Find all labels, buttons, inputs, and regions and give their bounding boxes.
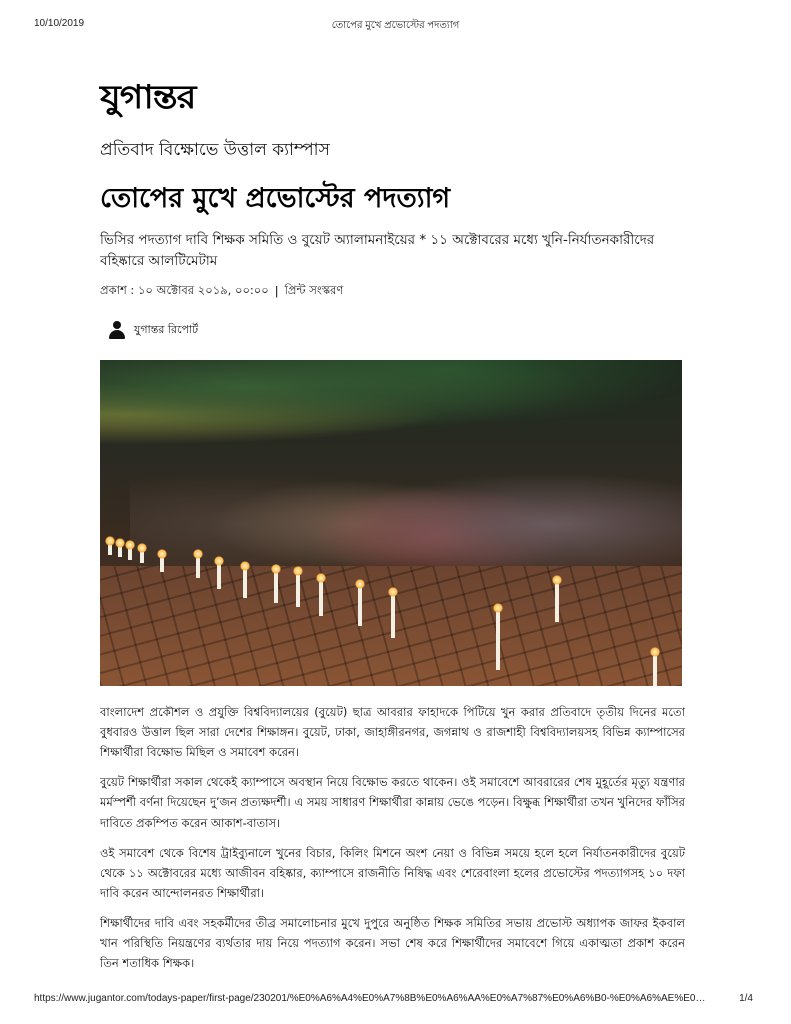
candle: [274, 573, 278, 603]
print-page-title: তোপের মুখে প্রভোস্টের পদত্যাগ: [331, 20, 460, 31]
candle: [319, 582, 323, 616]
publish-date: প্রকাশ : ১০ অক্টোবর ২০১৯, ০০:০০: [100, 282, 269, 297]
article-paragraph: বাংলাদেশ প্রকৌশল ও প্রযুক্তি বিশ্ববিদ্যালয়ের (বুয়েট) ছাত্র আবরার ফাহাদকে পিটিয়ে খুন করার প্রতিবাদে তৃতীয় দিনের মতো বুধবারও উত্তাল ছিল সারা দেশের শিক্ষাঙ্গন। বুয়েট, ঢাকা, জাহাঙ্গীরনগর, জগন্নাথ ও রাজশাহী বিশ্ববিদ্যালয়সহ বিভিন্ন ক্যাম্পাসের শিক্ষার্থীরা বিক্ষোভ মিছিল ও সমাবেশ করেন।: [100, 704, 685, 760]
article-paragraph: বুয়েট শিক্ষার্থীরা সকাল থেকেই ক্যাম্পাসে অবস্থান নিয়ে বিক্ষোভ করতে থাকেন। ওই সমাবেশে আবরারের শেষ মুহূর্তের মৃত্যু যন্ত্রণার মর্মস্পর্শী বর্ণনা দিয়েছেন দু’জন প্রত্যক্ষদর্শী। এ সময় সাধারণ শিক্ষার্থীরা কান্নায় ভেঙে পড়েন। বিক্ষুব্ধ শিক্ষার্থীরা তখন খুনিদের ফাঁসির দাবিতে প্রকম্পিত করেন আকাশ-বাতাস।: [100, 775, 685, 830]
candle: [496, 612, 500, 670]
meta-separator: |: [274, 284, 279, 299]
candle: [653, 656, 657, 686]
candle: [118, 547, 122, 557]
article-meta: [100, 282, 685, 301]
print-page-number: 1/4: [739, 993, 753, 1004]
user-icon: [108, 321, 126, 339]
print-url: https://www.jugantor.com/todays-paper/first-page/230201/%E0%A6%A4%E0%A7%8B%E0%A6%AA%E0%A7%87%E0%A6%B0-%E0%A6%AE%E0…: [34, 993, 706, 1004]
article-photo: [100, 360, 682, 686]
print-date: 10/10/2019: [34, 18, 85, 29]
print-header: [0, 18, 791, 32]
candle: [296, 575, 300, 607]
article-headline: তোপের মুখে প্রভোস্টের পদত্যাগ: [100, 183, 451, 215]
article-body: [100, 702, 685, 974]
candle: [108, 545, 112, 555]
candle: [196, 558, 200, 578]
article-shoulder: প্রতিবাদ বিক্ষোভে উত্তাল ক্যাম্পাস: [100, 140, 330, 160]
candle: [217, 565, 221, 589]
print-footer: [0, 993, 791, 1007]
candle: [140, 552, 144, 563]
jugantor-logo[interactable]: যুগান্তর: [100, 78, 196, 117]
article-paragraph: ওই সমাবেশ থেকে বিশেষ ট্রাইব্যুনালে খুনের বিচার, কিলিং মিশনে অংশ নেয়া ও বিভিন্ন সময়ে হলে হলে নির্যাতনকারীদের বুয়েট থেকে ১১ অক্টোবরের মধ্যে আজীবন বহিষ্কার, ক্যাম্পাসে রাজনীতি নিষিদ্ধ এবং শেরেবাংলা হলের প্রভোস্টের পদত্যাগসহ ১০ দফা দাবি করেন আন্দোলনরত শিক্ষার্থীরা।: [100, 845, 685, 900]
candle: [358, 588, 362, 626]
author-name[interactable]: যুগান্তর রিপোর্ট: [134, 322, 199, 336]
edition-link[interactable]: প্রিন্ট সংস্করণ: [284, 282, 344, 297]
candle: [391, 596, 395, 638]
article-paragraph: শিক্ষার্থীদের দাবি এবং সহকর্মীদের তীব্র সমালোচনার মুখে দুপুরে অনুষ্ঠিত শিক্ষক সমিতির সভায় প্রভোস্ট অধ্যাপক জাফর ইকবাল খান পরিস্থিতি নিয়ন্ত্রণের ব্যর্থতার দায় নিয়ে পদত্যাগ করেন। সভা শেষ করে শিক্ষার্থীদের সমাবেশে গিয়ে একাত্মতা প্রকাশ করেন তিন শতাধিক শিক্ষক।: [100, 916, 685, 971]
candle: [160, 558, 164, 572]
article-author: [100, 321, 685, 340]
candle: [555, 584, 559, 622]
article-subhead: ভিসির পদত্যাগ দাবি শিক্ষক সমিতি ও বুয়েট অ্যালামনাইয়ের * ১১ অক্টোবরের মধ্যে খুনি-নির্যাতনকারীদের বহিষ্কারে আলটিমেটাম: [100, 232, 655, 270]
article-container: [100, 78, 685, 983]
candle: [243, 570, 247, 598]
candle: [128, 549, 132, 560]
